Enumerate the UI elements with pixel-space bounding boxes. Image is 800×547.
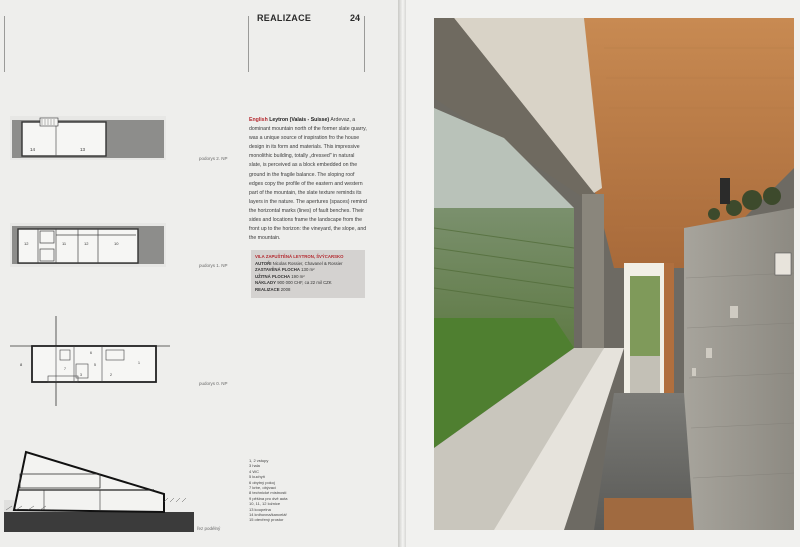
room-number: 5 (94, 363, 96, 367)
floor-plan-ground (10, 316, 170, 406)
plan-caption: řez podélný (197, 526, 221, 531)
legend-item: 8 technické místnosti (249, 490, 287, 496)
room-number: 1 (138, 361, 140, 365)
legend-item: 10, 11, 12 ložnice (249, 501, 281, 507)
column-rule (248, 16, 249, 72)
legend-item: 1, 2 vstupy (249, 458, 269, 463)
legend-item: 9 pěšina pro dvě auta (249, 495, 288, 501)
margin-rule (4, 16, 5, 72)
legend-item: 6 obytný pokoj (249, 479, 275, 485)
legend-item: 13 koupelna (249, 506, 271, 512)
room-number: 14 (30, 147, 36, 152)
room-number: 8 (20, 362, 23, 367)
column-rule (364, 16, 365, 72)
info-row: UŽITNÁ PLOCHA 190 m² (255, 273, 305, 279)
room-number: 3 (80, 373, 82, 377)
spine-gutter (398, 0, 406, 547)
room-number: 7 (64, 367, 66, 371)
interior-photo (434, 18, 794, 530)
legend-item: 7 krbe, obývací (249, 485, 277, 491)
article-text (249, 116, 367, 243)
room-number: 2 (110, 373, 112, 377)
legend-item: 14 knihovna/kancelář (249, 512, 287, 518)
plan-caption: pudorys 0. NP (199, 381, 228, 386)
section-title: REALIZACE (257, 13, 312, 23)
floor-plan-first (10, 223, 166, 267)
longitudinal-section (4, 444, 194, 532)
info-row: NÁKLADY 900 000 CHF, ca 22 mil CZK (255, 280, 332, 286)
legend-item: 4 WC (249, 468, 259, 474)
page-number: 24 (350, 13, 361, 23)
legend-item: 5 kuchyň (249, 474, 266, 480)
room-number: 11 (62, 241, 67, 246)
info-row: REALIZACE 2008 (255, 286, 291, 292)
language-label: English (249, 117, 268, 123)
info-row: AUTOŘI Nicolas Rossier, Chavanel & Rossier (255, 260, 343, 266)
legend-item: 15 otevřený prostor (249, 517, 284, 523)
room-number: 12 (84, 241, 89, 246)
left-page (0, 0, 398, 547)
plan-caption: pudorys 1. NP (199, 263, 228, 268)
article-place: Leytron (Valais - Suisse) (269, 117, 330, 123)
floor-plan-upper (10, 116, 166, 160)
room-number: 13 (80, 147, 86, 152)
project-info-box (251, 250, 365, 298)
plan-caption: podorys 2. NP (199, 156, 228, 161)
article-body: Ardevaz, a dominant mountain north of the former slate quarry, was a unique source of inspiration fro the house design in its form and materials. This impressive monolithic building, totally „dressed" in natural slate, is perceived as a block embedded on the ground in the fragile balance. The sloping roof edges copy the profile of the eastern and western part of the mountain, the slate texture reminds its layers in the nature. The apertures (spaces) remind the horizontal marks (lines) of fault benches. Their sides and locations frame the landscape from the front up to the horizon: the vineyard, the slope, and the mountain. (249, 117, 367, 242)
room-number: 12 (24, 241, 29, 246)
room-number: 6 (90, 351, 92, 355)
info-row: ZASTAVĚNÁ PLOCHA 130 m² (255, 267, 315, 273)
legend-item: 3 hala (249, 463, 260, 469)
room-number: 10 (114, 241, 119, 246)
project-title: VILA ZAPUŠTĚNÁ LEYTRON, ŠVÝCARSKO (255, 254, 344, 259)
plan-legend (249, 458, 287, 523)
